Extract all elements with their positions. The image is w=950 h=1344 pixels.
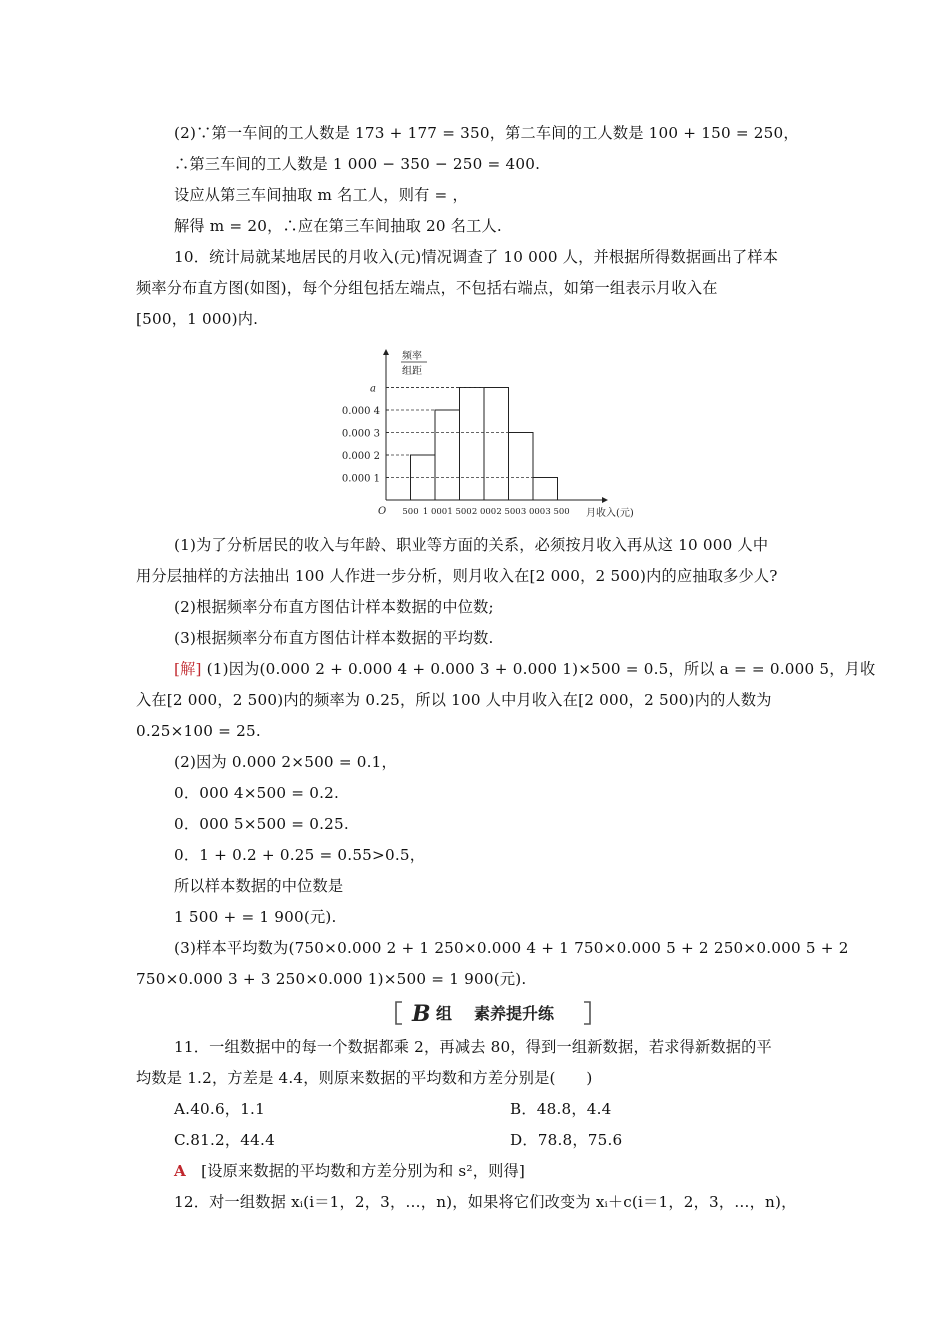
text-line: 入在[2 000，2 500)内的频率为 0.25，所以 100 人中月收入在[2 000，2 500)内的人数为	[136, 691, 772, 709]
option-b: B．48.8，4.4	[510, 1100, 612, 1118]
text-line: 解得 m = 20，∴应在第三车间抽取 20 名工人.	[174, 217, 502, 235]
histogram-bar	[509, 433, 534, 501]
question-11: 11．一组数据中的每一个数据都乘 2，再减去 80，得到一组新数据，若求得新数据的平	[174, 1038, 772, 1056]
text-line: 1 500 + = 1 900(元).	[174, 908, 337, 926]
x-tick-label: 2 000	[471, 507, 497, 517]
text-line: (2)因为 0.000 2×500 = 0.1，	[174, 753, 397, 771]
text-line: (1)为了分析居民的收入与年龄、职业等方面的关系，必须按月收入再从这 10 000 人中	[174, 536, 769, 554]
question-12: 12．对一组数据 xᵢ(i＝1，2，3，…，n)，如果将它们改变为 xᵢ＋c(i＝1，2，3，…，n)，	[174, 1193, 797, 1211]
bracket-left	[396, 1002, 402, 1024]
text-line: (2)∵第一车间的工人数是 173 + 177 = 350，第二车间的工人数是 100 + 150 = 250，	[174, 124, 799, 142]
y-tick-label: 0.000 2	[341, 451, 380, 462]
banner-letter: B	[412, 1001, 431, 1027]
text-line: 0．000 4×500 = 0.2.	[174, 784, 340, 802]
text-line: 所以样本数据的中位数是	[174, 877, 344, 895]
solution-tag: [解]	[174, 660, 202, 678]
y-axis-label-bottom: 组距	[402, 366, 422, 377]
text-line: 0．1 + 0.2 + 0.25 = 0.55>0.5，	[174, 846, 426, 864]
text-line: 均数是 1.2，方差是 4.4，则原来数据的平均数和方差分别是( )	[136, 1069, 593, 1087]
answer-line	[174, 1160, 525, 1182]
banner-title: 素养提升练	[474, 1004, 555, 1023]
text-line: ∴第三车间的工人数是 1 000 − 350 − 250 = 400.	[174, 155, 541, 173]
section-banner	[394, 1000, 594, 1026]
text-line: 0.25×100 = 25.	[136, 722, 261, 740]
x-tick-label: 1 000	[422, 507, 448, 517]
histogram-bar	[435, 410, 460, 500]
x-tick-label: 3 500	[545, 507, 570, 517]
x-tick-label: 3 000	[520, 507, 546, 517]
text-line: 用分层抽样的方法抽出 100 人作进一步分析，则月收入在[2 000，2 500)内的应抽取多少人?	[136, 567, 778, 585]
option-a: A.40.6，1.1	[174, 1100, 265, 1118]
option-d: D．78.8，75.6	[510, 1131, 623, 1149]
question-10: 10．统计局就某地居民的月收入(元)情况调查了 10 000 人，并根据所得数据画出了样本	[174, 248, 779, 266]
text-line: (3)根据频率分布直方图估计样本数据的平均数.	[174, 629, 494, 647]
origin-label: O	[378, 506, 387, 517]
x-axis-label: 月收入(元)	[586, 508, 634, 519]
text-line: [500，1 000)内.	[136, 310, 259, 328]
answer-text: [设原来数据的平均数和方差分别为和 s²，则得]	[201, 1162, 526, 1180]
text-line: 750×0.000 3 + 3 250×0.000 1)×500 = 1 900(元).	[136, 970, 527, 988]
histogram-bar	[533, 478, 558, 501]
histogram-bar	[484, 388, 509, 501]
answer-letter: A	[174, 1162, 186, 1180]
x-tick-label: 500	[402, 507, 419, 517]
y-tick-label: 0.000 3	[341, 428, 380, 440]
x-tick-label: 2 500	[496, 507, 521, 517]
histogram-bar	[460, 388, 485, 501]
y-tick-label: 0.000 1	[341, 473, 380, 485]
y-tick-label: 0.000 4	[341, 406, 380, 417]
text-line: (2)根据频率分布直方图估计样本数据的中位数;	[174, 598, 494, 616]
solution-text: (1)因为(0.000 2 + 0.000 4 + 0.000 3 + 0.000 1)×500 = 0.5，所以 a = = 0.000 5，月收	[201, 660, 876, 678]
text-line: 频率分布直方图(如图)，每个分组包括左端点，不包括右端点，如第一组表示月收入在	[136, 279, 718, 297]
y-axis-arrow	[383, 349, 389, 355]
option-c: C.81.2，44.4	[174, 1131, 275, 1149]
y-tick-label: a	[370, 383, 376, 395]
bracket-right	[584, 1002, 590, 1024]
x-axis-arrow	[602, 497, 608, 503]
solution-line	[174, 658, 875, 680]
y-axis-label-top: 频率	[402, 351, 422, 362]
text-line: (3)样本平均数为(750×0.000 2 + 1 250×0.000 4 + 1 750×0.000 5 + 2 250×0.000 5 + 2	[174, 939, 849, 957]
text-line: 设应从第三车间抽取 m 名工人，则有 = ，	[174, 186, 468, 204]
text-line: 0．000 5×500 = 0.25.	[174, 815, 349, 833]
banner-group: 组	[436, 1004, 453, 1023]
x-tick-label: 1 500	[447, 507, 472, 517]
frequency-histogram	[341, 346, 654, 528]
